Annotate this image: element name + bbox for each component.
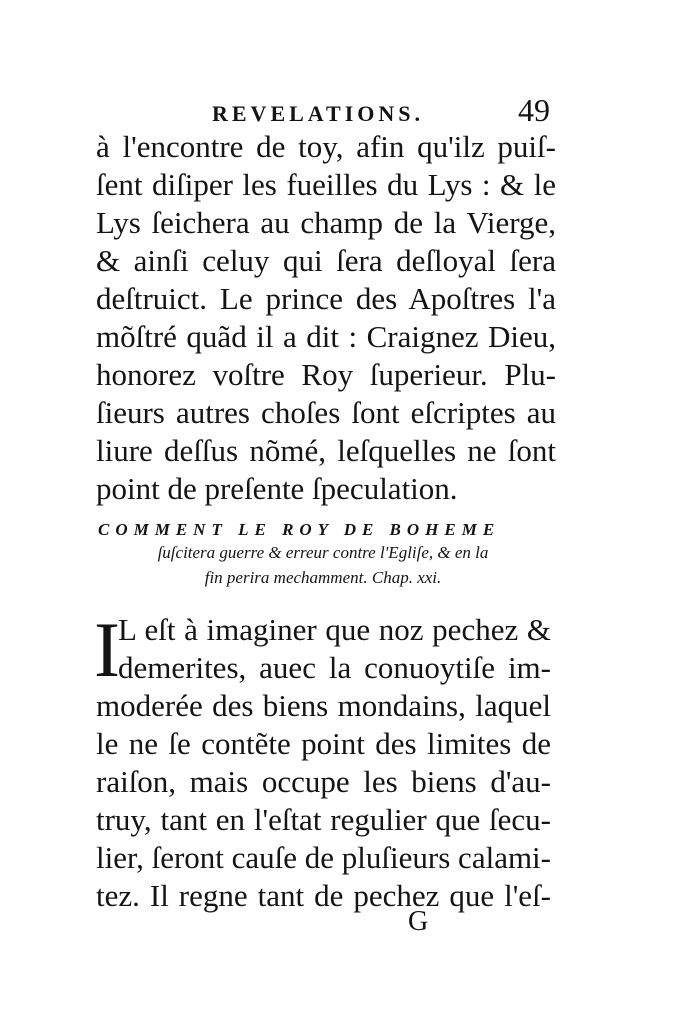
text-line: honorez voſtre Roy ſuperieur. Plu- [96, 357, 556, 392]
text-line: le ne ſe contẽte point des limites de [96, 726, 551, 761]
chapter-heading [98, 520, 548, 590]
chapter-heading-line: ſuſcitera guerre & erreur contre l'Egliſe, & en la [157, 543, 489, 562]
text-line: à l'encontre de toy, afin qu'ilz puiſ- [96, 129, 556, 164]
text-line: truy, tant en l'eſtat regulier que ſecu- [96, 802, 551, 837]
page-number: 49 [518, 92, 550, 128]
body-paragraph [96, 128, 556, 508]
text-line: point de preſente ſpeculation. [96, 471, 458, 506]
signature-mark: G [408, 906, 429, 937]
text-line: tez. Il regne tant de pechez que l'eſ- [96, 878, 551, 913]
chapter-heading-line: fin perira mechamment. Chap. xxi. [204, 568, 442, 587]
drop-cap-initial: I [94, 606, 120, 693]
text-line: deſtruict. Le prince des Apoſtres l'a [96, 281, 556, 316]
text-line: moderée des biens mondains, laquel [96, 688, 551, 723]
running-title: REVELATIONS. [212, 101, 425, 126]
text-line: liure deſſus nõmé, leſquelles ne ſont [96, 433, 556, 468]
text-line: L eſt à imaginer que noz pechez & [118, 612, 551, 647]
text-line: demerites, auec la conuoytiſe im- [118, 650, 551, 685]
running-head [100, 92, 550, 129]
chapter-paragraph [94, 606, 551, 915]
text-line: raiſon, mais occupe les biens d'au- [96, 764, 551, 799]
text-line: lier, ſeront cauſe de pluſieurs calami- [96, 840, 551, 875]
text-line: Lys ſeichera au champ de la Vierge, [96, 205, 556, 240]
text-line: ſieurs autres choſes ſont eſcriptes au [96, 395, 556, 430]
text-line: ſent diſiper les fueilles du Lys : & le [96, 167, 556, 202]
text-line: mõſtré quãd il a dit : Craignez Dieu, [96, 319, 556, 354]
chapter-heading-caps: COMMENT LE ROY DE BOHEME [98, 520, 501, 539]
text-line: & ainſi celuy qui ſera deſloyal ſera [96, 243, 556, 278]
